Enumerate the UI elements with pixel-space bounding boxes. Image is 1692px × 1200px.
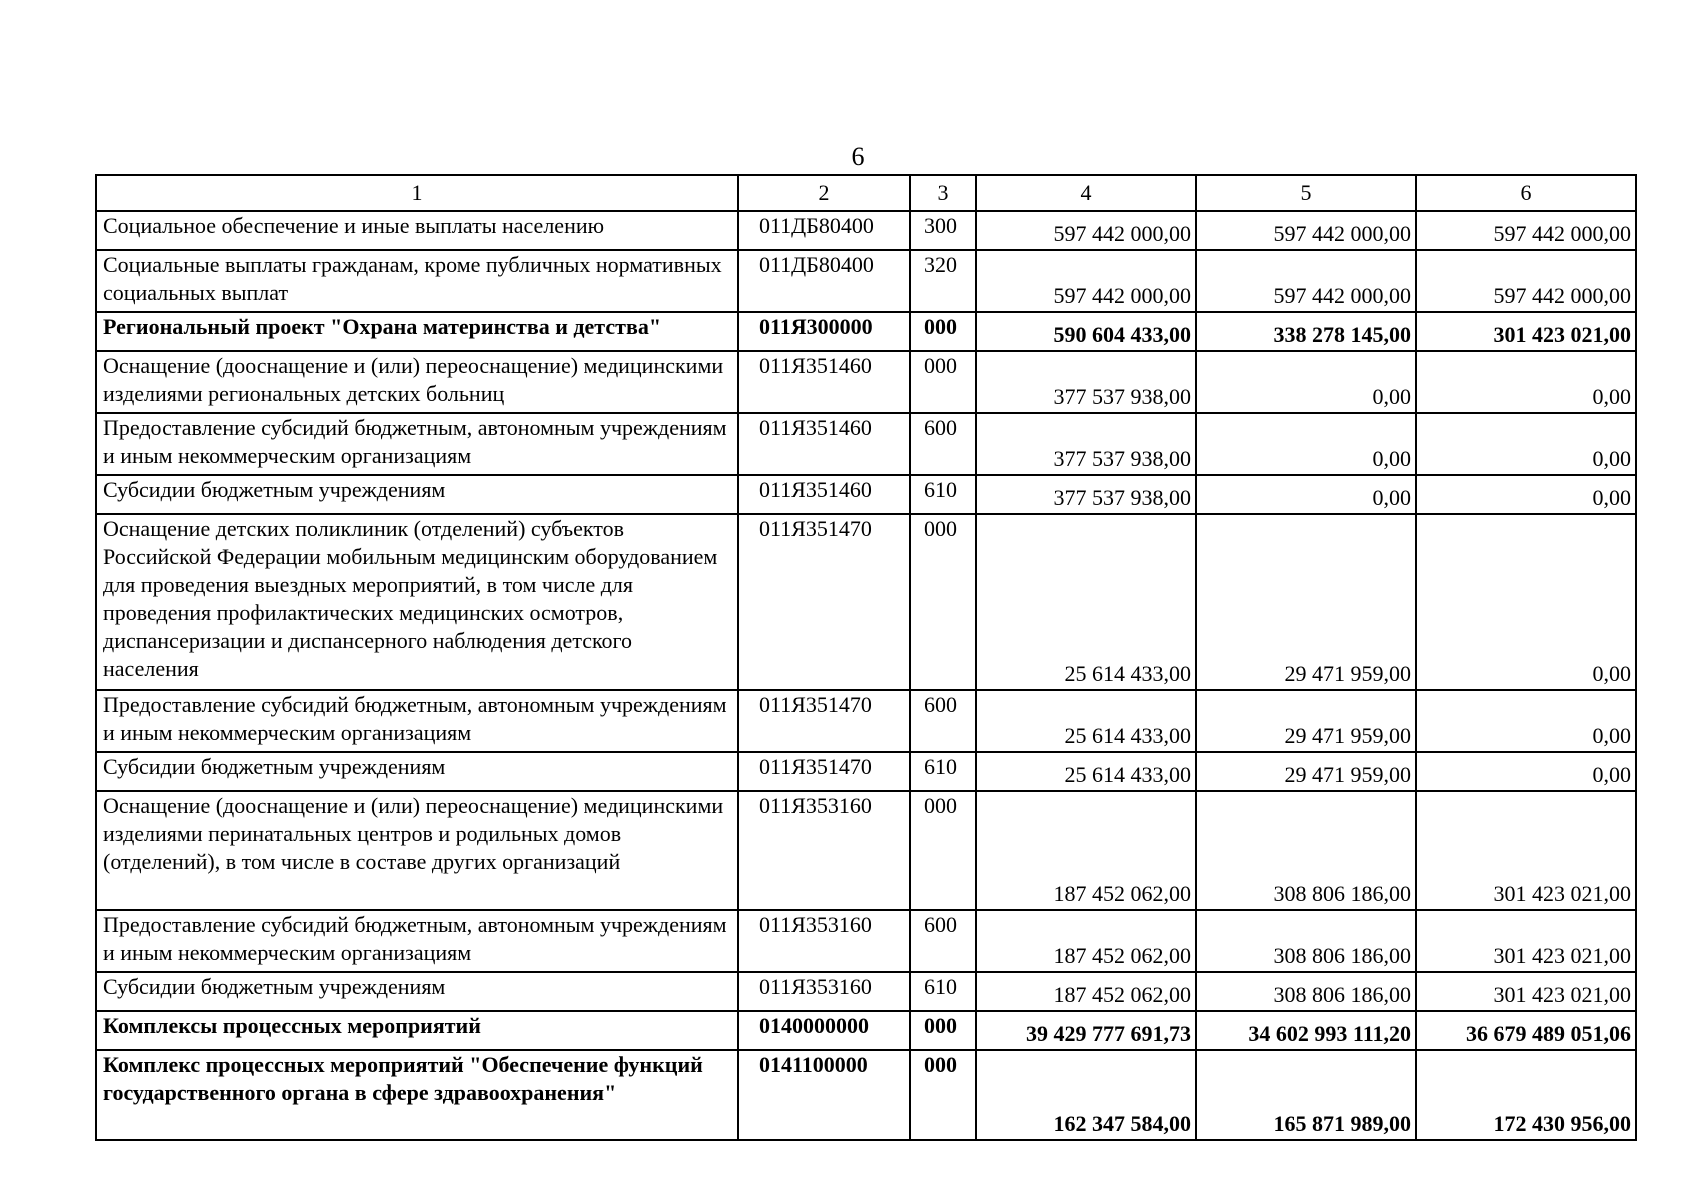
row-code-cell: 011Я351470 bbox=[738, 690, 910, 752]
row-name-cell: Комплексы процессных мероприятий bbox=[96, 1011, 738, 1050]
table-row bbox=[96, 910, 1636, 972]
row-name-cell: Субсидии бюджетным учреждениям bbox=[96, 475, 738, 514]
header-cell: 1 bbox=[96, 175, 738, 211]
row-amount-col4-cell: 187 452 062,00 bbox=[976, 972, 1196, 1011]
table-row bbox=[96, 791, 1636, 910]
row-amount-col5-cell: 0,00 bbox=[1196, 351, 1416, 413]
table-row bbox=[96, 351, 1636, 413]
row-amount-col4-cell: 39 429 777 691,73 bbox=[976, 1011, 1196, 1050]
row-name-cell: Оснащение детских поликлиник (отделений) субъектов Российской Федерации мобильным медицинским оборудованием для проведения выездных мероприятий, в том числе для проведения профилактических медицинских осмотров, диспансеризации и диспансерного наблюдения детского населения bbox=[96, 514, 738, 690]
row-amount-col4-cell: 597 442 000,00 bbox=[976, 250, 1196, 312]
row-amount-col5-cell: 338 278 145,00 bbox=[1196, 312, 1416, 351]
row-code-cell: 011ДБ80400 bbox=[738, 250, 910, 312]
row-kvr-cell: 600 bbox=[910, 413, 976, 475]
row-amount-col6-cell: 0,00 bbox=[1416, 413, 1636, 475]
row-kvr-cell: 600 bbox=[910, 910, 976, 972]
row-amount-col6-cell: 597 442 000,00 bbox=[1416, 250, 1636, 312]
row-amount-col5-cell: 165 871 989,00 bbox=[1196, 1050, 1416, 1140]
row-amount-col5-cell: 308 806 186,00 bbox=[1196, 972, 1416, 1011]
row-kvr-cell: 000 bbox=[910, 351, 976, 413]
header-cell: 5 bbox=[1196, 175, 1416, 211]
row-kvr-cell: 000 bbox=[910, 312, 976, 351]
row-name-cell: Предоставление субсидий бюджетным, автономным учреждениям и иным некоммерческим организациям bbox=[96, 413, 738, 475]
row-code-cell: 011Я353160 bbox=[738, 791, 910, 910]
header-cell: 6 bbox=[1416, 175, 1636, 211]
row-amount-col4-cell: 187 452 062,00 bbox=[976, 910, 1196, 972]
row-code-cell: 011Я351470 bbox=[738, 514, 910, 690]
row-amount-col5-cell: 0,00 bbox=[1196, 475, 1416, 514]
row-name-cell: Комплекс процессных мероприятий "Обеспечение функций государственного органа в сфере здравоохранения" bbox=[96, 1050, 738, 1140]
row-amount-col6-cell: 0,00 bbox=[1416, 690, 1636, 752]
row-amount-col6-cell: 301 423 021,00 bbox=[1416, 910, 1636, 972]
table-row bbox=[96, 475, 1636, 514]
row-kvr-cell: 000 bbox=[910, 791, 976, 910]
header-cell: 4 bbox=[976, 175, 1196, 211]
row-amount-col5-cell: 597 442 000,00 bbox=[1196, 211, 1416, 250]
row-amount-col5-cell: 29 471 959,00 bbox=[1196, 514, 1416, 690]
row-code-cell: 011Я353160 bbox=[738, 972, 910, 1011]
row-amount-col4-cell: 25 614 433,00 bbox=[976, 514, 1196, 690]
row-amount-col4-cell: 590 604 433,00 bbox=[976, 312, 1196, 351]
row-amount-col6-cell: 0,00 bbox=[1416, 351, 1636, 413]
row-amount-col4-cell: 162 347 584,00 bbox=[976, 1050, 1196, 1140]
row-kvr-cell: 000 bbox=[910, 1011, 976, 1050]
row-name-cell: Социальные выплаты гражданам, кроме публичных нормативных социальных выплат bbox=[96, 250, 738, 312]
table-row bbox=[96, 312, 1636, 351]
header-cell: 3 bbox=[910, 175, 976, 211]
row-amount-col6-cell: 0,00 bbox=[1416, 475, 1636, 514]
row-kvr-cell: 000 bbox=[910, 514, 976, 690]
row-code-cell: 0141100000 bbox=[738, 1050, 910, 1140]
row-code-cell: 011Я351460 bbox=[738, 475, 910, 514]
table-row bbox=[96, 690, 1636, 752]
table-header-row bbox=[96, 175, 1636, 211]
row-kvr-cell: 610 bbox=[910, 475, 976, 514]
row-amount-col5-cell: 0,00 bbox=[1196, 413, 1416, 475]
row-kvr-cell: 000 bbox=[910, 1050, 976, 1140]
row-kvr-cell: 610 bbox=[910, 972, 976, 1011]
row-kvr-cell: 610 bbox=[910, 752, 976, 791]
header-cell: 2 bbox=[738, 175, 910, 211]
row-amount-col6-cell: 597 442 000,00 bbox=[1416, 211, 1636, 250]
row-code-cell: 011Я351460 bbox=[738, 351, 910, 413]
table-row bbox=[96, 514, 1636, 690]
row-amount-col6-cell: 301 423 021,00 bbox=[1416, 791, 1636, 910]
budget-table bbox=[95, 174, 1637, 1141]
row-amount-col6-cell: 36 679 489 051,06 bbox=[1416, 1011, 1636, 1050]
row-amount-col5-cell: 29 471 959,00 bbox=[1196, 690, 1416, 752]
row-amount-col6-cell: 172 430 956,00 bbox=[1416, 1050, 1636, 1140]
row-code-cell: 0140000000 bbox=[738, 1011, 910, 1050]
row-name-cell: Субсидии бюджетным учреждениям bbox=[96, 972, 738, 1011]
row-name-cell: Предоставление субсидий бюджетным, автономным учреждениям и иным некоммерческим организациям bbox=[96, 690, 738, 752]
row-amount-col6-cell: 301 423 021,00 bbox=[1416, 972, 1636, 1011]
row-code-cell: 011Я351460 bbox=[738, 413, 910, 475]
table-row bbox=[96, 1011, 1636, 1050]
row-amount-col4-cell: 377 537 938,00 bbox=[976, 413, 1196, 475]
table-row bbox=[96, 211, 1636, 250]
row-kvr-cell: 600 bbox=[910, 690, 976, 752]
row-kvr-cell: 320 bbox=[910, 250, 976, 312]
row-code-cell: 011Я351470 bbox=[738, 752, 910, 791]
row-amount-col5-cell: 308 806 186,00 bbox=[1196, 791, 1416, 910]
row-amount-col4-cell: 25 614 433,00 bbox=[976, 690, 1196, 752]
page-number: 6 bbox=[851, 142, 865, 171]
row-name-cell: Оснащение (дооснащение и (или) переоснащение) медицинскими изделиями региональных детских больниц bbox=[96, 351, 738, 413]
row-code-cell: 011ДБ80400 bbox=[738, 211, 910, 250]
row-name-cell: Субсидии бюджетным учреждениям bbox=[96, 752, 738, 791]
table-row bbox=[96, 413, 1636, 475]
row-name-cell: Предоставление субсидий бюджетным, автономным учреждениям и иным некоммерческим организациям bbox=[96, 910, 738, 972]
row-amount-col6-cell: 0,00 bbox=[1416, 514, 1636, 690]
row-amount-col4-cell: 377 537 938,00 bbox=[976, 351, 1196, 413]
table-row bbox=[96, 972, 1636, 1011]
row-amount-col4-cell: 597 442 000,00 bbox=[976, 211, 1196, 250]
table-row bbox=[96, 752, 1636, 791]
row-amount-col4-cell: 377 537 938,00 bbox=[976, 475, 1196, 514]
row-amount-col4-cell: 187 452 062,00 bbox=[976, 791, 1196, 910]
row-kvr-cell: 300 bbox=[910, 211, 976, 250]
row-amount-col5-cell: 34 602 993 111,20 bbox=[1196, 1011, 1416, 1050]
row-amount-col5-cell: 597 442 000,00 bbox=[1196, 250, 1416, 312]
row-amount-col4-cell: 25 614 433,00 bbox=[976, 752, 1196, 791]
row-code-cell: 011Я300000 bbox=[738, 312, 910, 351]
row-amount-col6-cell: 301 423 021,00 bbox=[1416, 312, 1636, 351]
row-name-cell: Региональный проект "Охрана материнства и детства" bbox=[96, 312, 738, 351]
table-row bbox=[96, 250, 1636, 312]
table-row bbox=[96, 1050, 1636, 1140]
row-amount-col5-cell: 29 471 959,00 bbox=[1196, 752, 1416, 791]
row-code-cell: 011Я353160 bbox=[738, 910, 910, 972]
row-amount-col6-cell: 0,00 bbox=[1416, 752, 1636, 791]
row-amount-col5-cell: 308 806 186,00 bbox=[1196, 910, 1416, 972]
row-name-cell: Социальное обеспечение и иные выплаты населению bbox=[96, 211, 738, 250]
row-name-cell: Оснащение (дооснащение и (или) переоснащение) медицинскими изделиями перинатальных центров и родильных домов (отделений), в том числе в составе других организаций bbox=[96, 791, 738, 910]
